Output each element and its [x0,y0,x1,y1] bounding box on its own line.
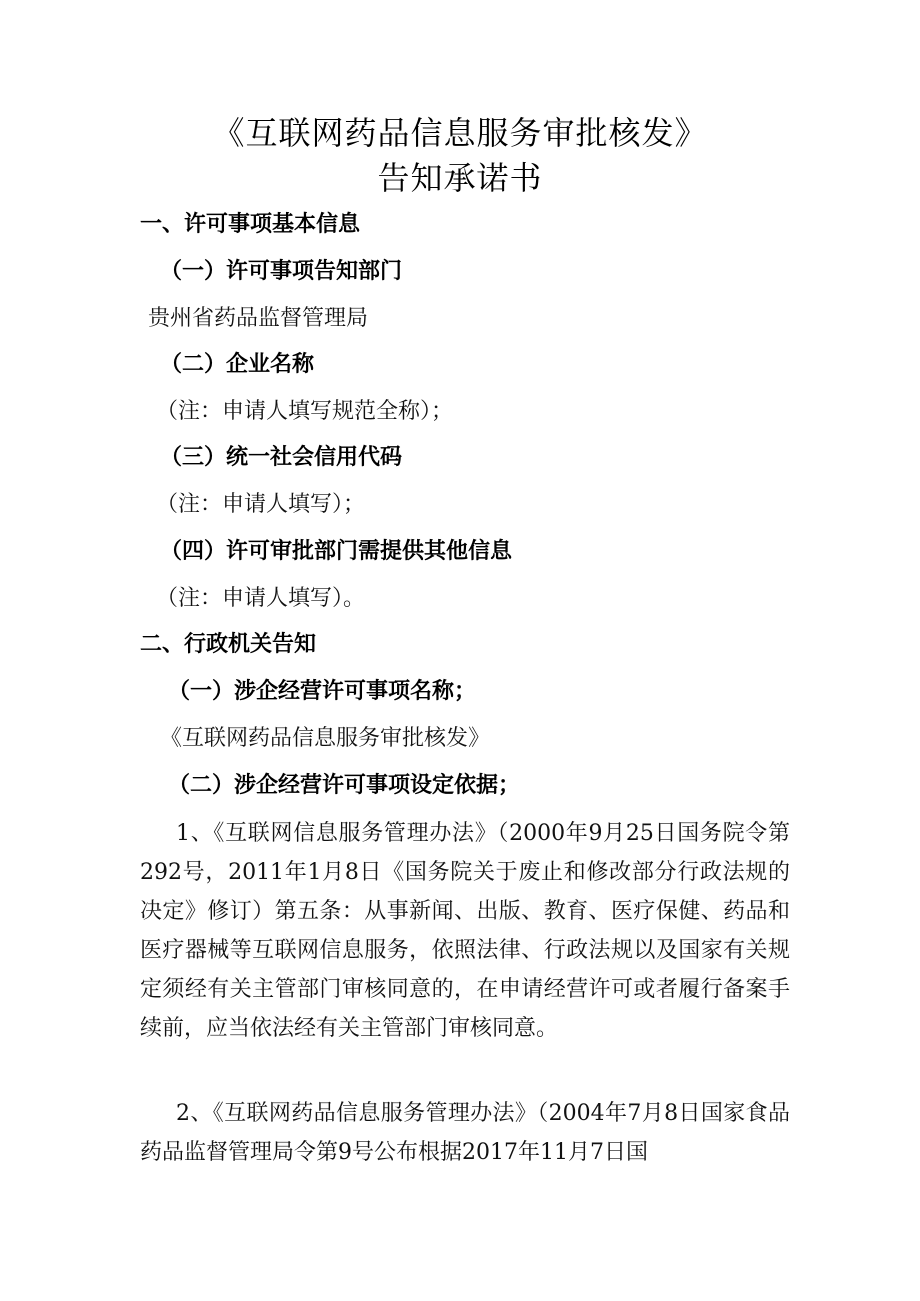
document-title: 《互联网药品信息服务审批核发》 [212,114,708,152]
legal-basis-paragraph-1: 1、《互联网信息服务管理办法》（2000年9月25日国务院令第292号，2011年1月8日《国务院关于废止和修改部分行政法规的决定》修订）第五条：从事新闻、出版、教育、医疗保健、药品和医疗器械等互联网信息服务，依照法律、行政法规以及国家有关规定须经有关主管部门审核同意的，在申请经营许可或者履行备案手续前，应当依法经有关主管部门审核同意。 [140,821,790,1041]
section-1-heading: 一、许可事项基本信息 [140,212,361,237]
section-2-item-2-heading: （二）涉企经营许可事项设定依据； [168,773,521,798]
section-2-heading: 二、行政机关告知 [140,632,317,657]
section-1-item-2-value: （注：申请人填写规范全称）； [156,399,454,424]
section-1-item-4-value: （注：申请人填写）。 [156,586,366,611]
section-1-item-2-heading: （二）企业名称 [160,352,315,377]
document-subtitle: 告知承诺书 [377,159,543,197]
section-1-item-3-heading: （三）统一社会信用代码 [160,445,403,470]
section-1-item-3-value: （注：申请人填写）； [156,492,366,517]
section-2-item-1-value: 《互联网药品信息服务审批核发》 [160,726,491,751]
legal-basis-paragraph-2: 2、《互联网药品信息服务管理办法》（2004年7月8日国家食品药品监督管理局令第9号公布根据2017年11月7日国 [140,1101,790,1165]
section-1-item-1-value: 贵州省药品监督管理局 [148,306,369,331]
section-1-item-1-heading: （一）许可事项告知部门 [160,259,403,284]
section-1-item-4-heading: （四）许可审批部门需提供其他信息 [160,539,513,564]
section-2-item-1-heading: （一）涉企经营许可事项名称； [168,679,477,704]
